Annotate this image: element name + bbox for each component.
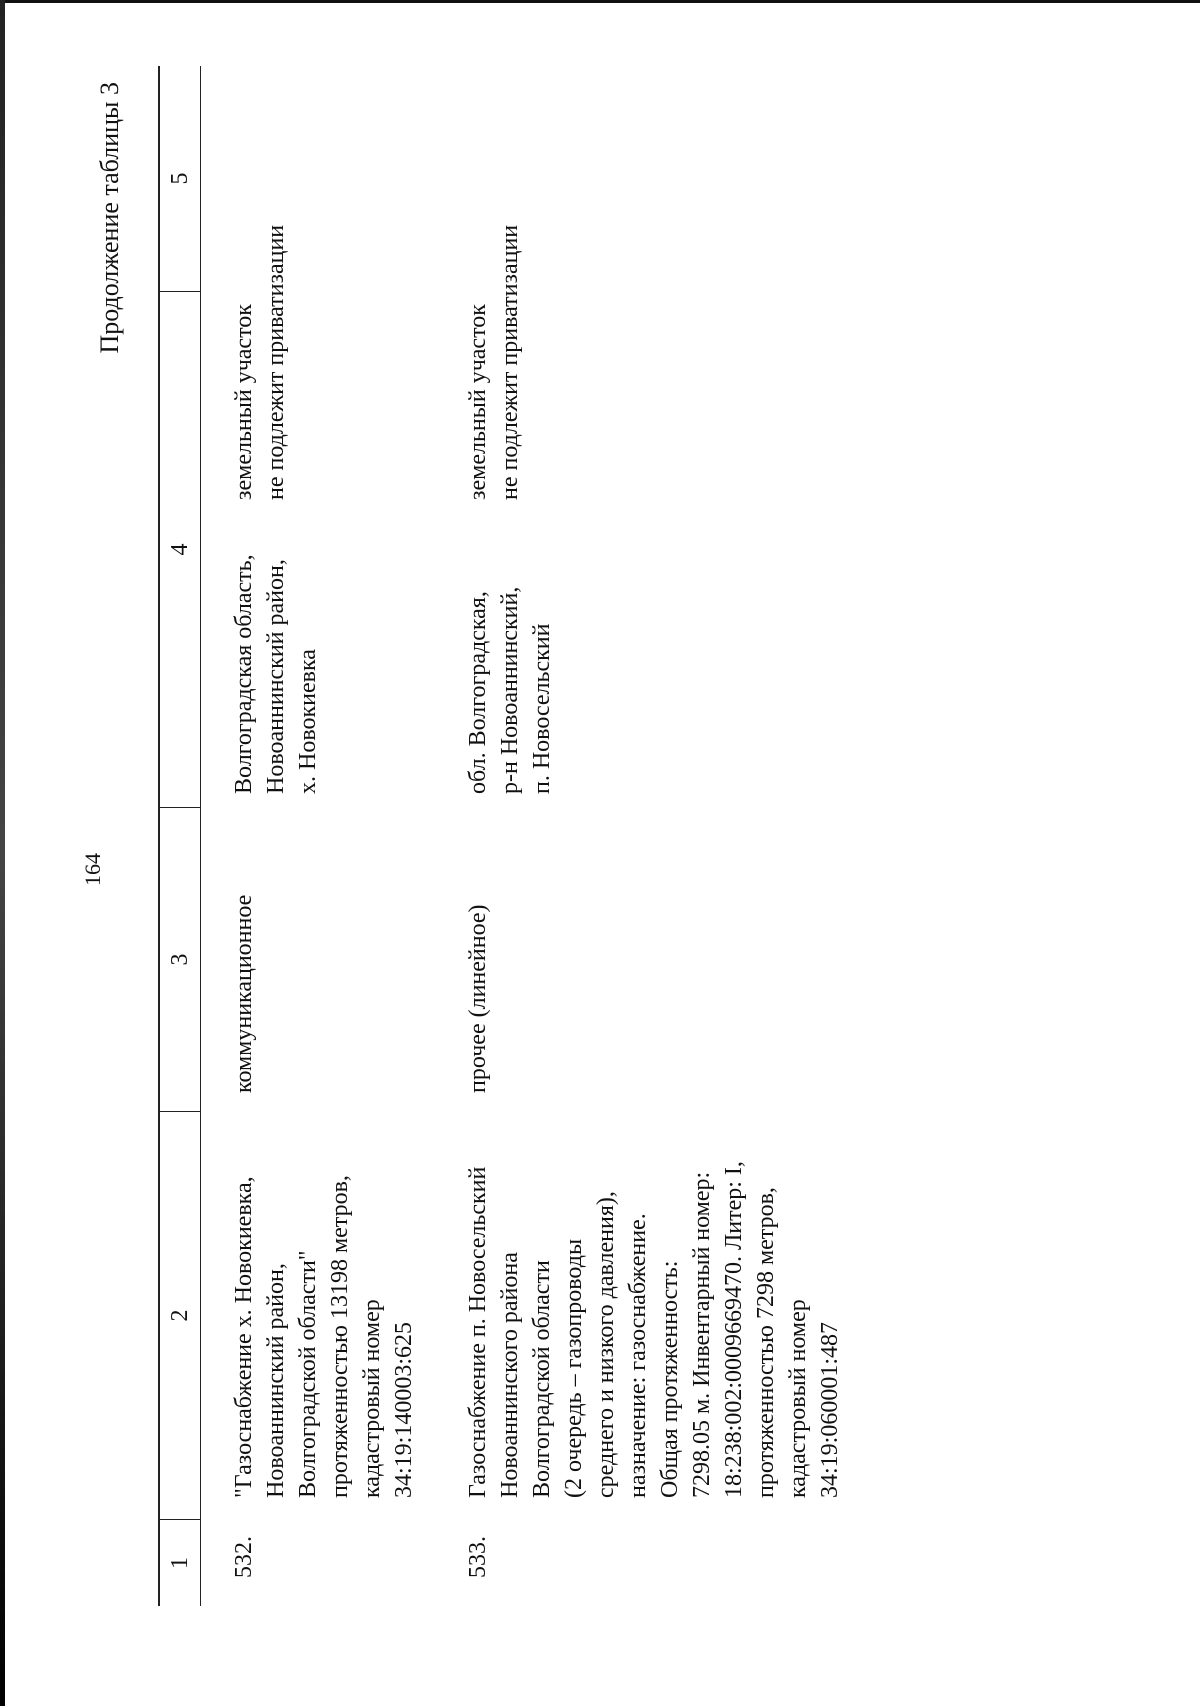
row-number: 532.	[231, 1536, 257, 1578]
object-type: коммуникационное	[231, 894, 257, 1093]
row-number: 533.	[465, 1536, 491, 1578]
column-header-4: 4	[160, 292, 200, 808]
table-header-row	[158, 66, 201, 1606]
object-name: "Газоснабжение х. Новокиевка, Новоаннинский район, Волгоградской области" протяженностью 13198 метров, кадастровый номер 34:19:140003:625	[231, 1175, 417, 1498]
object-name: Газоснабжение п. Новосельский Новоаннинского района Волгоградской области (2 очередь – газопроводы среднего и низкого давления), назначение: газоснабжение. Общая протяженность: 7298.05 м. Инвентарный номер: 18:238:002:0009669470. Литер: I, протяженностью 7298 метров, кадастровый номер 34:19:060001:487	[465, 1161, 843, 1498]
column-header-3: 3	[160, 808, 200, 1112]
object-address: Волгоградская область, Новоаннинский район, х. Новокиевка	[231, 554, 321, 794]
object-note: земельный участок не подлежит приватизации	[465, 224, 523, 500]
column-header-5: 5	[160, 66, 200, 292]
page-number: 164	[80, 853, 105, 886]
object-note: земельный участок не подлежит приватизации	[231, 224, 289, 500]
column-header-2: 2	[160, 1112, 200, 1520]
column-header-1: 1	[167, 1557, 193, 1569]
object-type: прочее (линейное)	[465, 904, 491, 1093]
object-address: обл. Волгоградская, р-н Новоаннинский, п. Новосельский	[465, 586, 555, 794]
table-continuation-label: Продолжение таблицы 3	[95, 82, 124, 354]
